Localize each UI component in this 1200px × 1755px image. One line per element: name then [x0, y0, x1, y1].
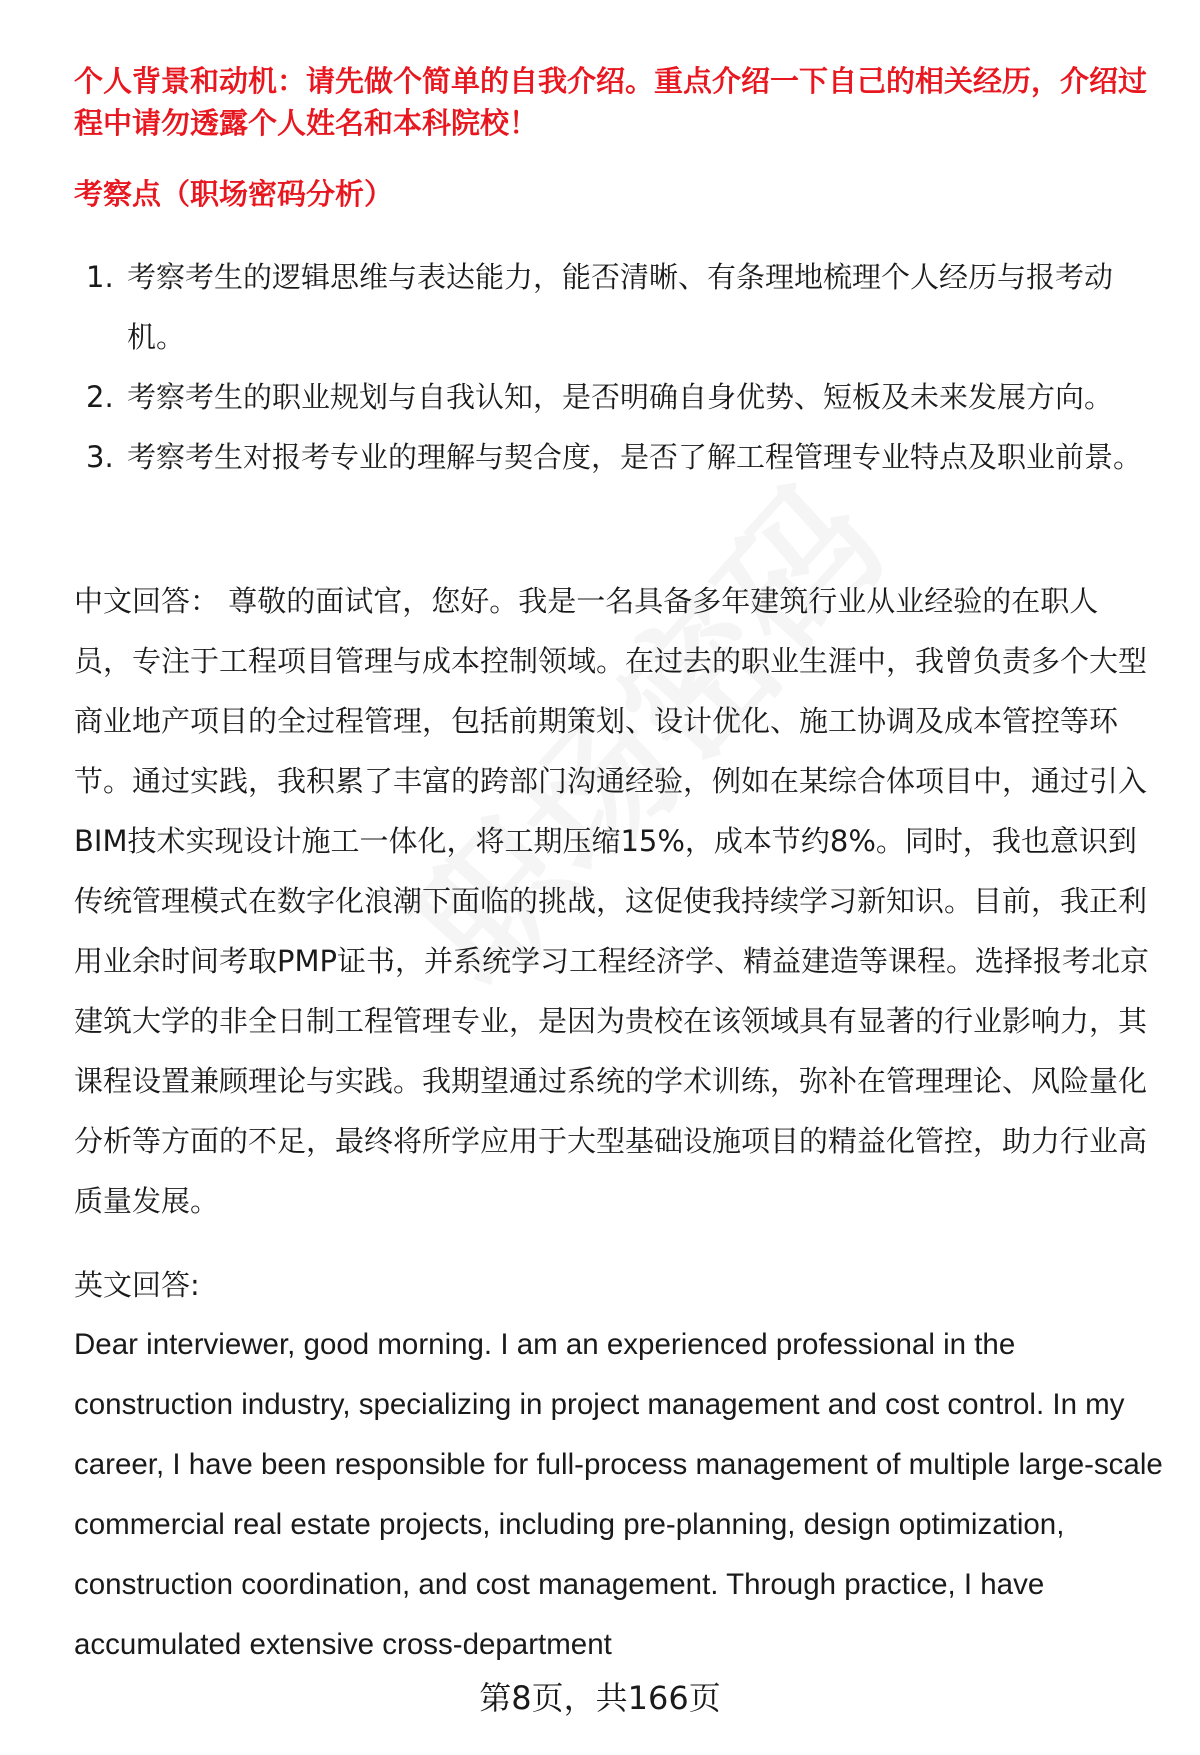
point-text: 考察考生对报考专业的理解与契合度，是否了解工程管理专业特点及职业前景。 [127, 440, 1143, 474]
english-answer-label: 英文回答: [74, 1268, 200, 1302]
point-number: 3. [86, 440, 114, 474]
assessment-point [74, 247, 1144, 367]
assessment-points-list [74, 247, 1144, 487]
chinese-answer-text: 尊敬的面试官，您好。我是一名具备多年建筑行业从业经验的在职人员，专注于工程项目管理与成本控制领域。在过去的职业生涯中，我曾负责多个大型商业地产项目的全过程管理，包括前期策划、设计优化、施工协调及成本管控等环节。通过实践，我积累了丰富的跨部门沟通经验，例如在某综合体项目中，通过引入BIM技术实现设计施工一体化，将工期压缩15%，成本节约8%。同时，我也意识到传统管理模式在数字化浪潮下面临的挑战，这促使我持续学习新知识。目前，我正利用业余时间考取PMP证书，并系统学习工程经济学、精益建造等课程。选择报考北京建筑大学的非全日制工程管理专业，是因为贵校在该领域具有显著的行业影响力，其课程设置兼顾理论与实践。我期望通过系统的学术训练，弥补在管理理论、风险量化分析等方面的不足，最终将所学应用于大型基础设施项目的精益化管控，助力行业高质量发展。 [74, 584, 1149, 1218]
chinese-answer-label: 中文回答： [74, 584, 220, 618]
assessment-title: 考察点（职场密码分析） [74, 177, 394, 211]
point-number: 2. [86, 380, 114, 414]
assessment-point [74, 427, 1144, 487]
question-title: 个人背景和动机：请先做个简单的自我介绍。重点介绍一下自己的相关经历，介绍过程中请勿透露个人姓名和本科院校！ [74, 64, 1148, 140]
point-text: 考察考生的逻辑思维与表达能力，能否清晰、有条理地梳理个人经历与报考动机。 [127, 260, 1114, 354]
assessment-point [74, 367, 1144, 427]
point-text: 考察考生的职业规划与自我认知，是否明确自身优势、短板及未来发展方向。 [127, 380, 1114, 414]
english-answer-text: Dear interviewer, good morning. I am an experienced professional in the construction industry, specializing in project management and cost control. In my career, I have been responsible for full-process management of multiple large-scale commercial real estate projects, including pre-planning, design optimization, construction coordination, and cost management. Through practice, I have accumulated extensive cross-department [74, 1328, 1163, 1661]
page-number: 第8页，共166页 [479, 1679, 721, 1717]
point-number: 1. [86, 260, 114, 294]
chinese-answer [74, 571, 1154, 1231]
